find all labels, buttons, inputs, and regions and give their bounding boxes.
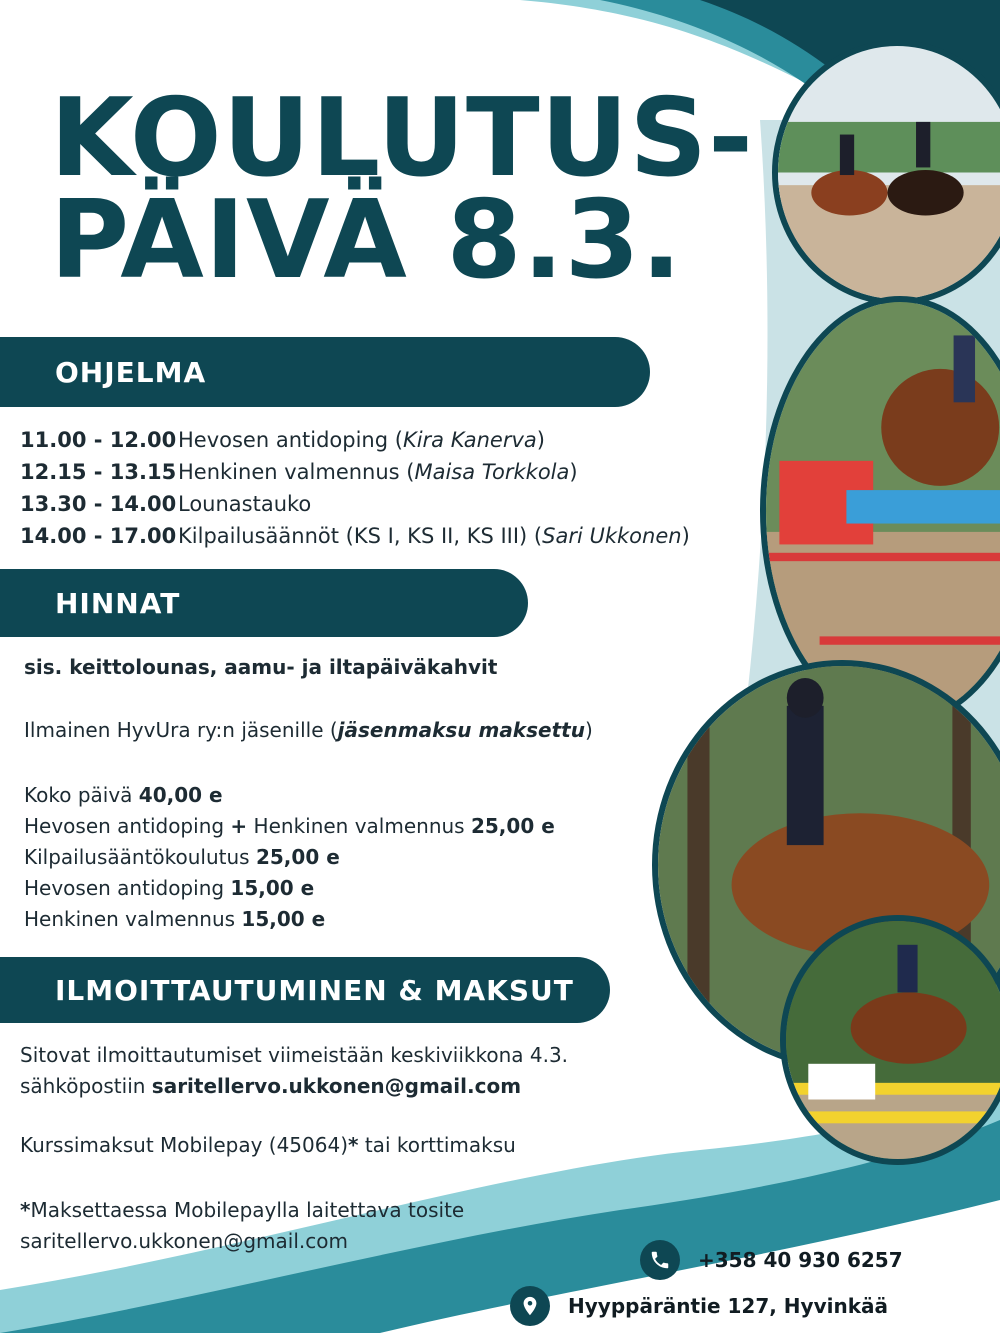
payment-note [20, 1195, 464, 1257]
price-label-2: Henkinen valmennus [247, 814, 471, 838]
ilmoittautuminen-header [0, 957, 610, 1023]
payment-info [20, 1133, 516, 1157]
price-item [24, 873, 555, 904]
price-item [24, 780, 555, 811]
program-time: 12.15 - 13.15 [20, 460, 177, 484]
address-contact[interactable] [510, 1286, 888, 1326]
price-plus: + [230, 814, 248, 838]
program-row [20, 520, 690, 552]
registration-email-line [20, 1071, 568, 1102]
price-label: Kilpailusääntökoulutus [24, 845, 256, 869]
program-person: Kira Kanerva [402, 428, 537, 452]
free-end: ) [584, 718, 593, 742]
program-person: Maisa Torkkola [414, 460, 570, 484]
price-label: Hevosen antidoping [24, 876, 231, 900]
program-desc [178, 492, 311, 516]
program-desc [178, 460, 578, 484]
free-text: Ilmainen HyvUra ry:n jäsenille ( [24, 718, 338, 742]
price-item [24, 842, 555, 873]
program-time: 14.00 - 17.00 [20, 524, 177, 548]
program-person: Sari Ukkonen [542, 524, 682, 548]
price-list [24, 780, 555, 935]
page-title [50, 76, 754, 303]
location-pin-icon [510, 1286, 550, 1326]
address-text: Hyyppäräntie 127, Hyvinkää [568, 1294, 888, 1318]
program-end: ) [681, 524, 690, 548]
program-desc [178, 428, 545, 452]
photo-jumping-yellow [780, 915, 1000, 1165]
ohjelma-header [0, 337, 650, 407]
program-row [20, 488, 690, 520]
note-email[interactable]: saritellervo.ukkonen@gmail.com [20, 1229, 348, 1253]
phone-contact[interactable] [640, 1240, 903, 1280]
ilmoittautuminen-heading: ILMOITTAUTUMINEN & MAKSUT [55, 973, 574, 1007]
program-text: Henkinen valmennus ( [178, 460, 415, 484]
title-line-1: KOULUTUS- [50, 76, 754, 201]
registration-email[interactable]: saritellervo.ukkonen@gmail.com [151, 1074, 522, 1098]
payment-suffix: tai korttimaksu [358, 1133, 516, 1157]
note-star: * [20, 1198, 31, 1222]
note-text: Maksettaessa Mobilepaylla laitettava tosite [30, 1198, 465, 1222]
registration-deadline: Sitovat ilmoittautumiset viimeistään keskiviikkona 4.3. [20, 1043, 569, 1067]
title-line-2: PÄIVÄ 8.3. [50, 178, 683, 303]
price-item [24, 811, 555, 842]
note-line [20, 1195, 464, 1226]
hinnat-heading: HINNAT [55, 586, 181, 620]
program-text: Lounastauko [178, 492, 312, 516]
price-item [24, 904, 555, 935]
phone-number: +358 40 930 6257 [698, 1248, 903, 1272]
program-time: 13.30 - 14.00 [20, 492, 177, 516]
program-row [20, 456, 690, 488]
price-value: 15,00 e [241, 907, 326, 931]
payment-star: * [348, 1133, 359, 1157]
email-prefix: sähköpostiin [20, 1074, 152, 1098]
price-value: 40,00 e [138, 783, 223, 807]
program-desc [178, 524, 690, 548]
free-bold: jäsenmaksu maksettu [337, 718, 585, 742]
price-value: 15,00 e [230, 876, 315, 900]
program-text: Hevosen antidoping ( [178, 428, 403, 452]
price-value: 25,00 e [470, 814, 555, 838]
program-end: ) [536, 428, 545, 452]
ohjelma-heading: OHJELMA [55, 355, 207, 389]
program-end: ) [569, 460, 578, 484]
free-member-text [24, 718, 593, 742]
program-row [20, 424, 690, 456]
program-list [20, 424, 690, 552]
includes-text: sis. keittolounas, aamu- ja iltapäiväkahvit [24, 655, 498, 679]
hinnat-header [0, 569, 528, 637]
price-label: Hevosen antidoping [24, 814, 231, 838]
program-text: Kilpailusäännöt (KS I, KS II, KS III) ( [178, 524, 543, 548]
price-value: 25,00 e [255, 845, 340, 869]
price-label: Henkinen valmennus [24, 907, 242, 931]
program-time: 11.00 - 12.00 [20, 428, 177, 452]
payment-prefix: Kurssimaksut Mobilepay (45064) [20, 1133, 349, 1157]
phone-icon [640, 1240, 680, 1280]
registration-info [20, 1040, 568, 1102]
price-label: Koko päivä [24, 783, 139, 807]
